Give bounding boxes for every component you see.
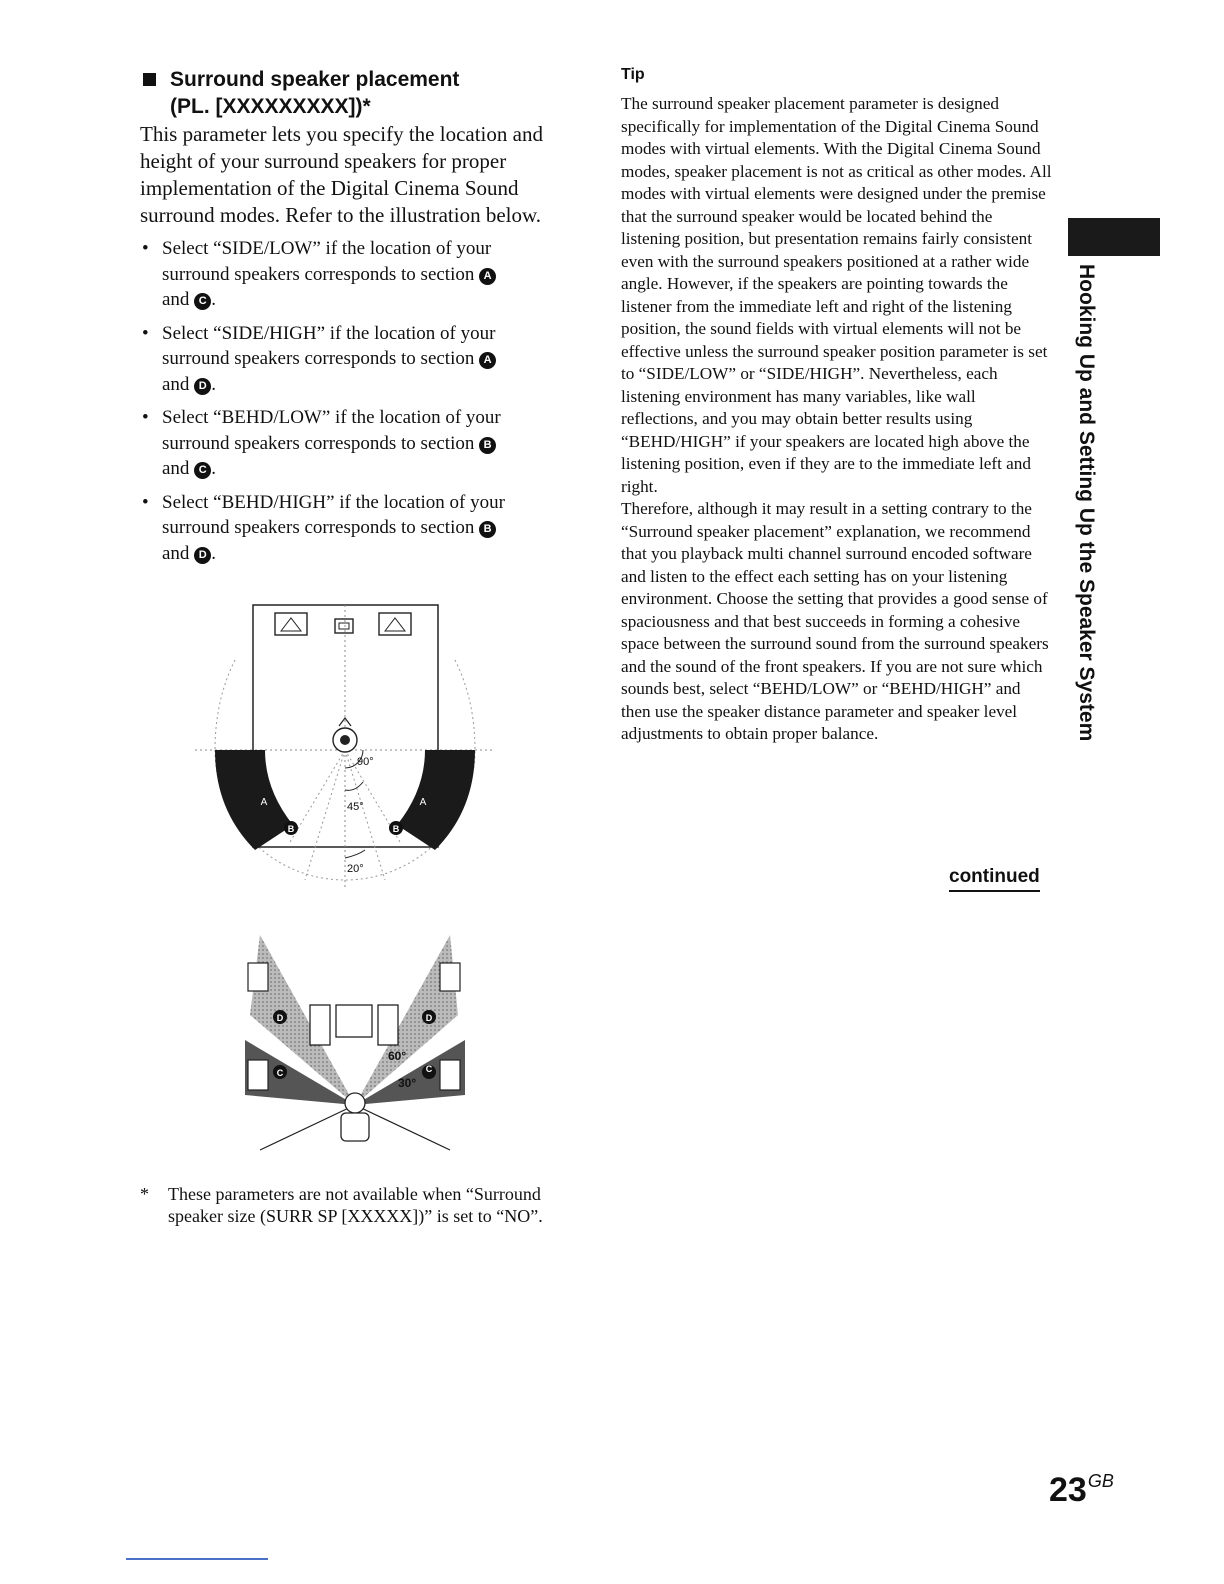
bullet-text: Select “BEHD/HIGH” if the location of your surround speakers corresponds to section [162,491,505,538]
angle-arc-45 [345,782,363,790]
zone-c-label: C [276,1068,284,1078]
angle-45-label: 45° [347,801,364,813]
heading-square-icon [143,73,156,86]
tip-title: Tip [621,66,645,83]
bullet-joiner: and [162,373,190,395]
side-section-title: Hooking Up and Setting Up the Speaker System [1075,264,1098,742]
list-item: • Select “BEHD/HIGH” if the location of your surround speakers corresponds to section B and D . [142,491,505,564]
lower-speaker-icon [248,1060,268,1090]
heading-line-2: (PL. [XXXXXXXXX])* [170,95,371,118]
section-badge-icon: B [479,437,496,454]
section-badge-icon: C [194,293,211,310]
section-badge-icon: B [479,521,496,538]
placement-options-list [140,236,560,574]
footnote-marker: * [140,1184,149,1204]
front-speakers-icon [310,1005,398,1045]
zone-d-label: D [276,1013,284,1023]
zone-a-label: A [419,797,427,808]
page-suffix: GB [1087,1471,1114,1491]
zone-a-right [397,750,475,850]
bullet-joiner: and [162,458,190,479]
tip-paragraph: The surround speaker placement parameter is designed specifically for implementation of the Digital Cinema Sound modes with virtual elements. With the Digital Cinema Sound modes, speaker placement is not as critical as other modes. All modes with virtual elements were designed under the premise that the surround speaker would be located behind the listening position, but presentation remains fairly consistent even with the surround speakers positioned at a rather wide angle. However, if the speakers are pointing towards the listener from the immediate left and right of the listening position, the sound fields with virtual elements will not be effective unless the surround speaker position parameter is set to “SIDE/LOW” or “SIDE/HIGH”. Nevertheless, each listening environment has many variables, like wall reflections, and you may obtain better results using “BEHD/HIGH” if your speakers are located high above the listening position, even if they are to the immediate left and right. [621,94,1052,496]
bottom-rule [126,1558,268,1560]
front-speaker-icon [379,613,411,635]
angle-ray [287,750,345,842]
lower-speaker-icon [440,1060,460,1090]
footnote-text: These parameters are not available when “Surround speaker size (SURR SP [XXXXX])” is set to “NO”. [168,1184,543,1226]
bullet-joiner: and [162,542,190,564]
section-badge-icon: A [479,268,496,285]
section-tab-marker [1068,218,1160,256]
zone-a-left [215,750,293,850]
zone-b-label: B [287,824,295,834]
bullet-joiner: and [162,289,190,310]
angle-arc-20 [345,850,365,858]
upper-speaker-icon [248,963,268,991]
listener-icon [333,718,357,752]
continued-label: continued [949,866,1040,892]
heading-line-1: Surround speaker placement [170,68,460,91]
footnote [140,1183,580,1227]
zone-a-label: A [260,797,268,808]
center-speaker-icon [335,619,353,633]
bullet-text: Select “SIDE/HIGH” if the location of your surround speakers corresponds to section [162,322,496,369]
tip-paragraph: Therefore, although it may result in a setting contrary to the “Surround speaker placement” explanation, we recommend that you playback multi channel surround encoded software and listen to the effect each setting has on your listening environment. Choose the setting that provides a good sense of spaciousness and that best succeeds in forming a cohesive space between the surround sound from the surround speakers and the sound of the front speakers. If you are not sure which sounds best, select “BEHD/LOW” or “BEHD/HIGH” and then use the speaker distance parameter and speaker level adjustments to obtain proper balance. [621,499,1049,743]
bullet-text: Select “SIDE/LOW” if the location of your surround speakers corresponds to section [162,238,492,285]
section-heading [140,66,459,120]
section-badge-icon: A [479,352,496,369]
zone-b-label: B [392,824,400,834]
front-speaker-icon [275,613,307,635]
angle-ray [305,750,345,880]
bullet-text: Select “BEHD/LOW” if the location of your surround speakers corresponds to section [162,407,501,454]
zone-d-label: D [425,1013,433,1023]
section-badge-icon: C [194,462,211,479]
list-item: • Select “BEHD/LOW” if the location of your surround speakers corresponds to section B and C . [142,407,501,479]
section-badge-icon: D [194,547,211,564]
intro-paragraph: This parameter lets you specify the location and height of your surround speakers for proper implementation of the Digital Cinema Sound surround modes. Refer to the illustration below. [140,122,543,227]
angle-ray [345,750,385,880]
tip-body [621,93,1053,746]
angle-30-label: 30° [398,1076,417,1090]
list-item: • Select “SIDE/HIGH” if the location of your surround speakers corresponds to section A and D . [142,322,496,395]
zone-c-label: C [425,1064,433,1074]
upper-speaker-icon [440,963,460,991]
top-view-placement-diagram [195,600,495,900]
section-badge-icon: D [194,378,211,395]
page-number: $23^{GB}$ [1049,1471,1114,1509]
list-item: • Select “SIDE/LOW” if the location of your surround speakers corresponds to section A and C . [140,236,560,313]
angle-20-label: 20° [347,863,364,875]
angle-90-label: 90° [357,756,374,768]
angle-60-label: 60° [388,1049,407,1063]
listener-icon [341,1093,369,1141]
height-placement-diagram [230,925,470,1155]
